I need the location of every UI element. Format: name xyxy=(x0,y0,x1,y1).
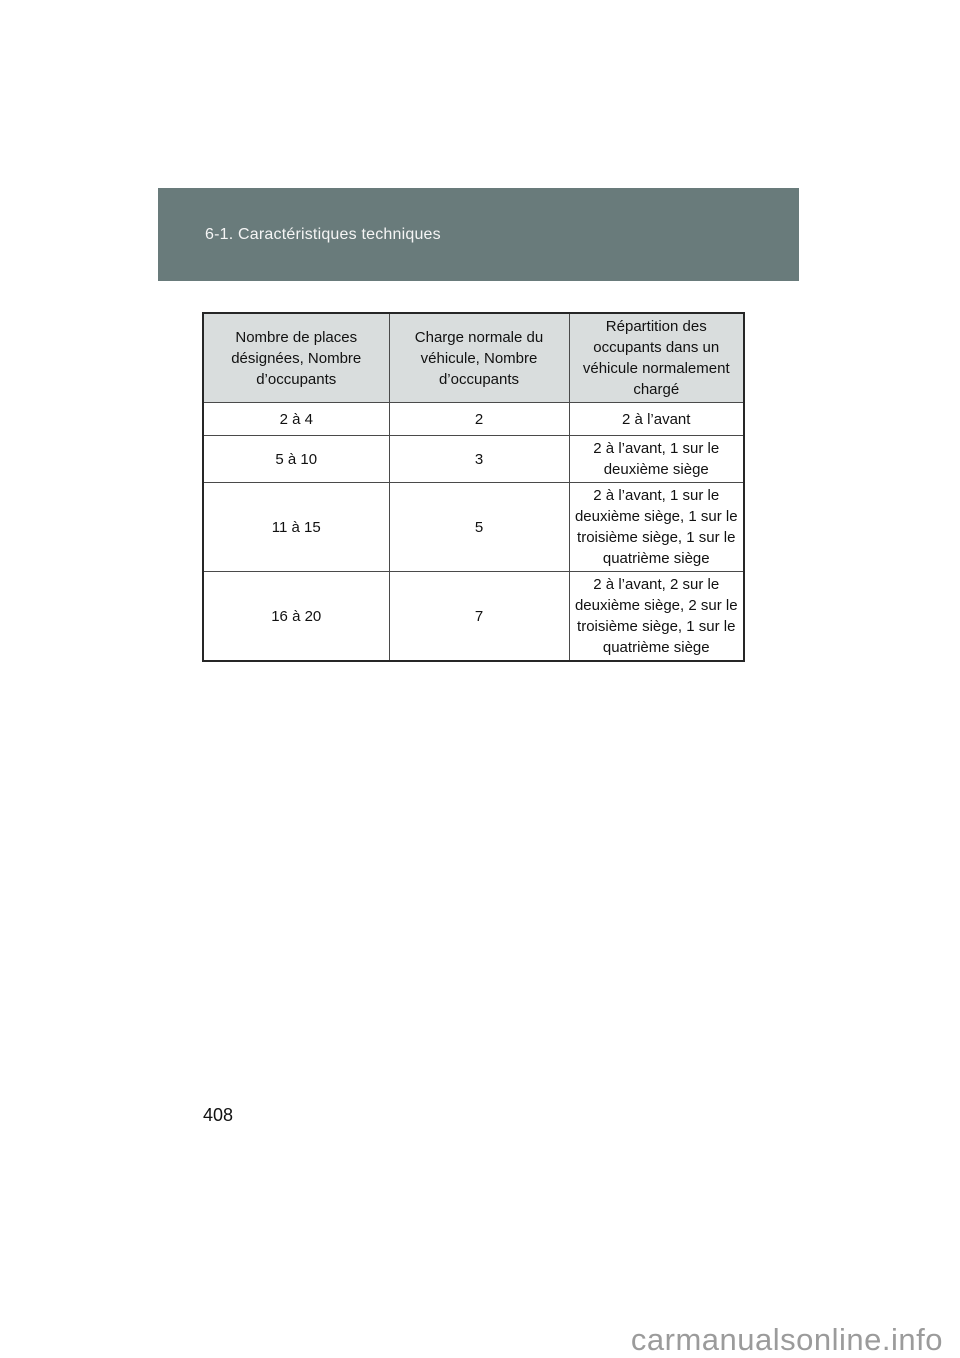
table-cell: 11 à 15 xyxy=(203,483,389,572)
table-cell: 2 à l’avant xyxy=(569,403,744,436)
page-number: 408 xyxy=(203,1105,234,1125)
table-row xyxy=(203,403,744,436)
table-row xyxy=(203,483,744,572)
column-header: Nombre de places désignées, Nombre d’occupants xyxy=(203,313,389,403)
column-header: Répartition des occupants dans un véhicule normalement chargé xyxy=(569,313,744,403)
table-cell: 2 à l’avant, 1 sur le deuxième siège xyxy=(569,436,744,483)
table-cell: 2 à l’avant, 1 sur le deuxième siège, 1 sur le troisième siège, 1 sur le quatrième siège xyxy=(569,483,744,572)
table-cell: 2 à l’avant, 2 sur le deuxième siège, 2 sur le troisième siège, 1 sur le quatrième siège xyxy=(569,572,744,662)
table-cell: 7 xyxy=(389,572,569,662)
occupants-table xyxy=(202,312,745,662)
table-cell: 5 xyxy=(389,483,569,572)
table-row xyxy=(203,572,744,662)
table-cell: 2 à 4 xyxy=(203,403,389,436)
table-header-row xyxy=(203,313,744,403)
table-cell: 3 xyxy=(389,436,569,483)
watermark: carmanualsonline.info xyxy=(630,1322,943,1357)
table-cell: 2 xyxy=(389,403,569,436)
table-row xyxy=(203,436,744,483)
column-header: Charge normale du véhicule, Nombre d’occupants xyxy=(389,313,569,403)
table-cell: 16 à 20 xyxy=(203,572,389,662)
section-title: 6-1. Caractéristiques techniques xyxy=(205,225,441,243)
section-header-band xyxy=(158,188,799,281)
table-cell: 5 à 10 xyxy=(203,436,389,483)
